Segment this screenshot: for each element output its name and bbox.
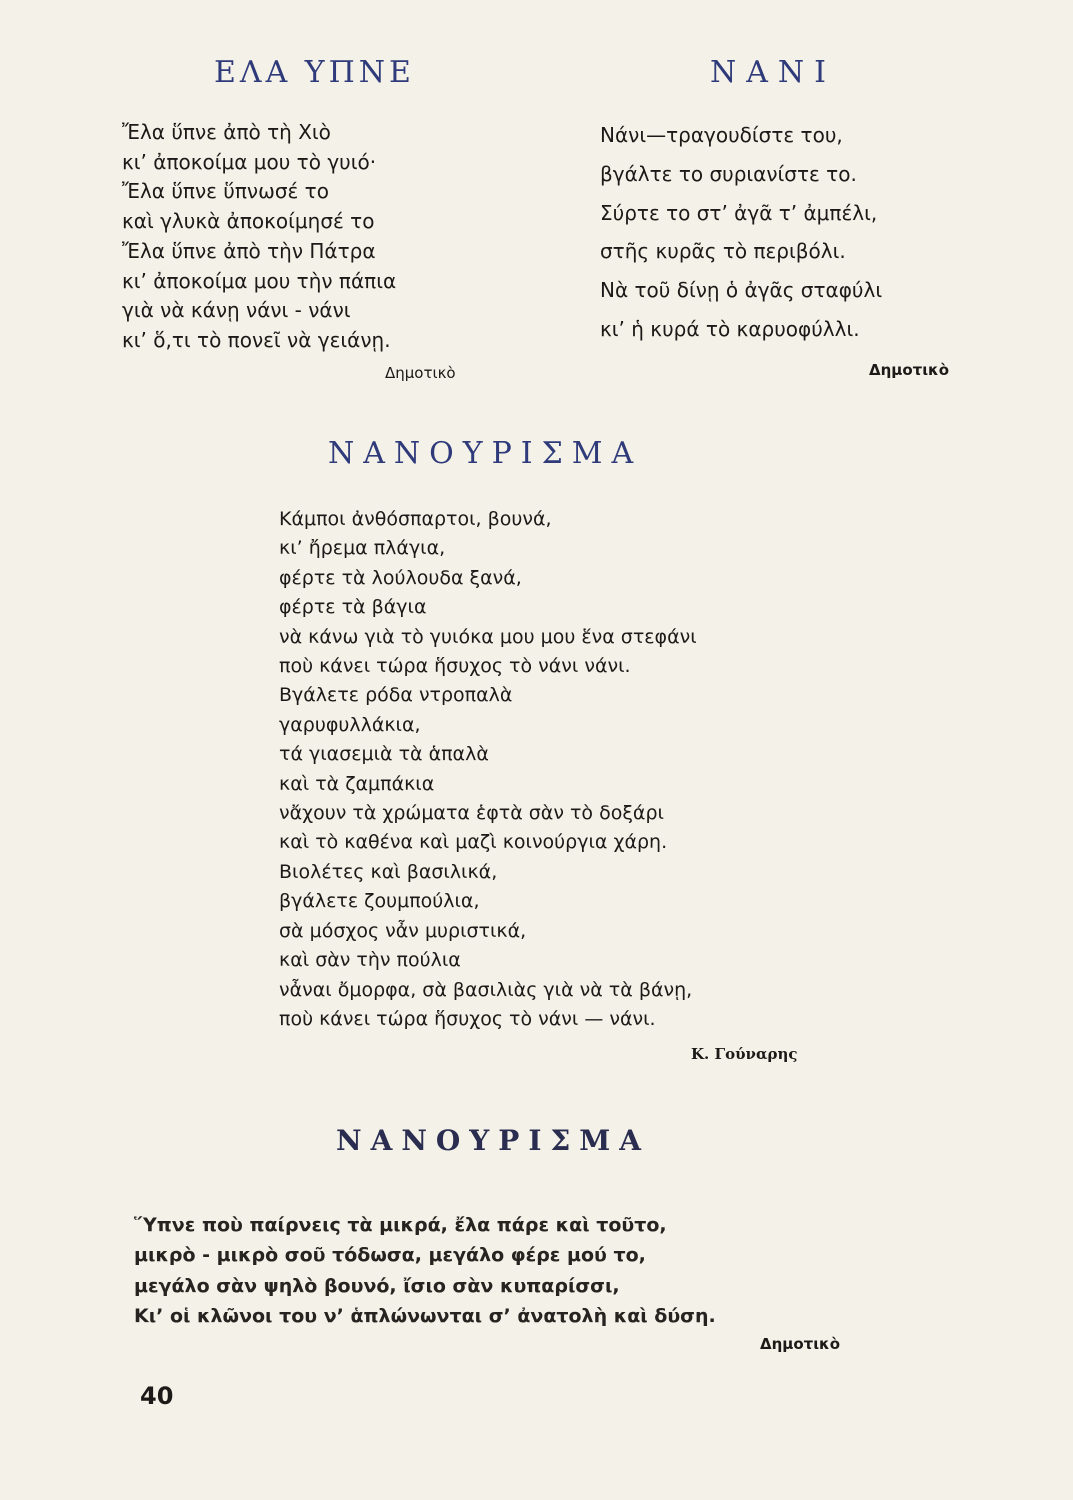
poem-line: γιὰ νὰ κάνῃ νάνι - νάνι (122, 298, 351, 323)
poem-line: γαρυφυλλάκια, (279, 713, 421, 736)
poem-line: τά γιασεμιὰ τὰ ἁπαλὰ (279, 743, 489, 766)
poem-line: καὶ τὰ ζαμπάκια (279, 772, 435, 795)
poem-attribution: Δημοτικὸ (869, 361, 950, 379)
poem-line: Νὰ τοῦ δίνῃ ὁ ἀγᾶς σταφύλι (600, 278, 883, 303)
poem-body (122, 118, 396, 356)
poem-line: Ὕπνε ποὺ παίρνεις τὰ μικρά, ἔλα πάρε καὶ τοῦτο, (134, 1214, 667, 1236)
poem-line: Νάνι—τραγουδίστε του, (600, 123, 843, 147)
poem-line: ποὺ κάνει τώρα ἥσυχος τὸ νάνι νάνι. (279, 655, 631, 678)
poem-attribution: Δημοτικὸ (760, 1335, 841, 1353)
poem-line: μεγάλο σὰν ψηλὸ βουνό, ἴσιο σὰν κυπαρίσσι, (134, 1274, 620, 1297)
poem-line: φέρτε τὰ λούλουδα ξανά, (279, 566, 522, 589)
poem-title: ΝΑΝΟΥΡΙΣΜΑ (336, 1124, 650, 1157)
poem-line: κι’ ἤρεμα πλάγια, (279, 537, 446, 560)
poem-line: βγάλετε ζουμπούλια, (279, 890, 480, 913)
poem-line: νἆναι ὄμορφα, σὰ βασιλιὰς γιὰ νὰ τὰ βάνῃ, (279, 978, 693, 1001)
poem-line: κι’ ὅ,τι τὸ πονεῖ νὰ γειάνῃ. (122, 327, 391, 352)
poem-line: βγάλτε το συριανίστε το. (600, 161, 857, 186)
poem-attribution: Κ. Γούναρης (691, 1045, 798, 1063)
poem-line: σὰ μόσχος νἆν μυριστικά, (279, 919, 527, 942)
poem-line: Ἔλα ὕπνε ἀπὸ τὴ Χιὸ (122, 120, 331, 144)
poem-line: κι’ ἀποκοίμα μου τὸ γυιό· (122, 149, 377, 174)
poem-body (279, 505, 697, 1034)
poem-body (134, 1210, 716, 1331)
poem-line: Σύρτε το στ’ ἀγᾶ τ’ ἀμπέλι, (600, 200, 878, 225)
poem-line: κι’ ἡ κυρά τὸ καρυοφύλλι. (600, 316, 860, 341)
poem-line: Βγάλετε ρόδα ντροπαλὰ (279, 684, 513, 707)
poem-line: καὶ γλυκὰ ἀποκοίμησέ το (122, 209, 375, 234)
poem-line: μικρὸ - μικρὸ σοῦ τόδωσα, μεγάλο φέρε μού το, (134, 1244, 646, 1267)
page-number: 40 (140, 1382, 174, 1410)
poem-line: ποὺ κάνει τώρα ἥσυχος τὸ νάνι — νάνι. (279, 1007, 656, 1030)
poem-title: ΕΛΑ ΥΠΝΕ (214, 55, 415, 90)
poem-title: ΝΑΝΟΥΡΙΣΜΑ (328, 436, 643, 471)
poem-line: Ἔλα ὕπνε ἀπὸ τὴν Πάτρα (122, 238, 376, 263)
poem-line: καὶ τὸ καθένα καὶ μαζὶ κοινούργια χάρη. (279, 831, 668, 854)
poem-line: νὰ κάνω γιὰ τὸ γυιόκα μου μου ἕνα στεφάνι (279, 625, 697, 648)
poem-line: καὶ σὰν τὴν πούλια (279, 949, 461, 972)
poem-line: κι’ ἀποκοίμα μου τὴν πάπια (122, 268, 397, 293)
poem-line: Κάμποι ἀνθόσπαρτοι, βουνά, (279, 508, 552, 530)
poem-line: Βιολέτες καὶ βασιλικά, (279, 860, 498, 883)
poem-line: φέρτε τὰ βάγια (279, 596, 427, 619)
poem-body (600, 116, 882, 349)
poem-attribution: Δημοτικὸ (385, 364, 456, 382)
poem-title: ΝΑΝΙ (710, 55, 837, 90)
poem-line: στῆς κυρᾶς τὸ περιβόλι. (600, 239, 846, 264)
poem-line: Ἔλα ὕπνε ὕπνωσέ το (122, 179, 329, 204)
poem-line: νἄχουν τὰ χρώματα ἑφτὰ σὰν τὸ δοξάρι (279, 802, 664, 825)
poem-line: Κι’ οἱ κλῶνοι του ν’ ἁπλώνωνται σ’ ἀνατολὴ καὶ δύση. (134, 1304, 716, 1327)
